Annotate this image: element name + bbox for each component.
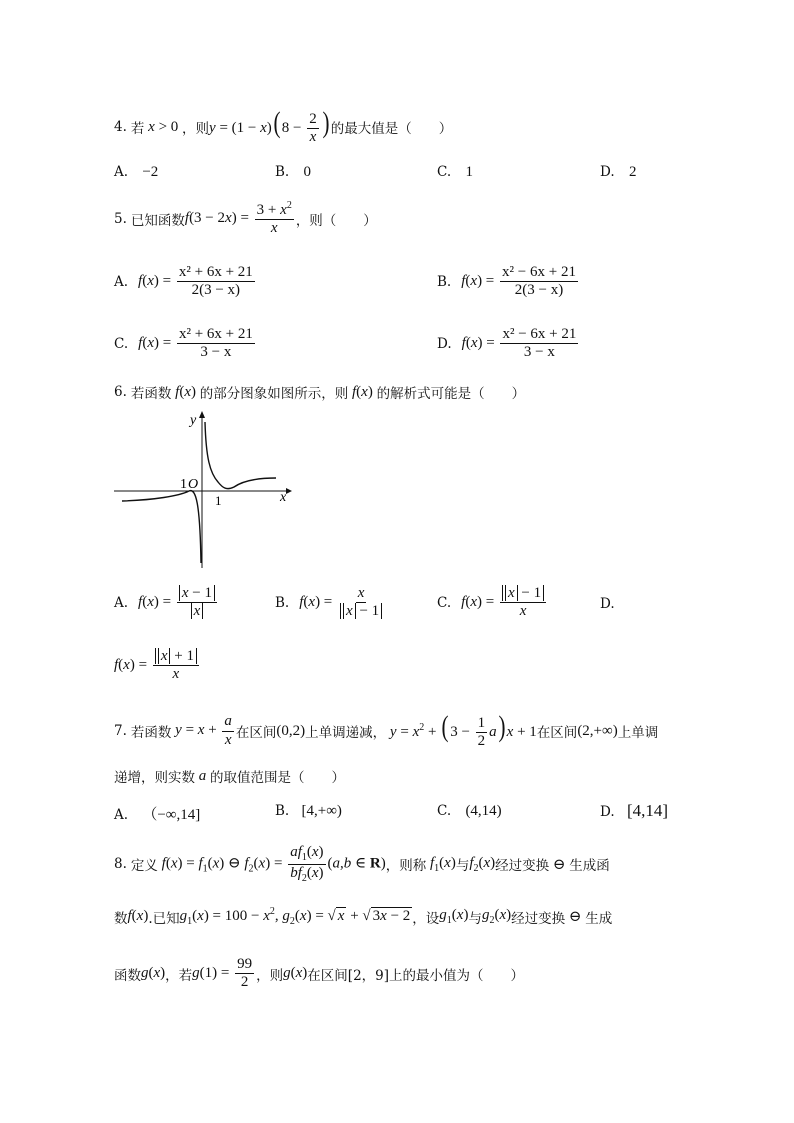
q5-option-a[interactable]: A. f(x) = $\frac{\text{x² + 6x + 21}}{2(3 - x)}$ xyxy=(114,264,253,299)
q7-text: 的取值范围是（ ） xyxy=(210,770,345,786)
q5-option-b[interactable]: B. f(x) = $\frac{\text{x² − 6x + 21}}{2(3 - x)}$ xyxy=(437,264,576,299)
q4-option-c[interactable] xyxy=(437,164,473,181)
q6-stem xyxy=(114,382,525,402)
q8-text: 生成 xyxy=(585,910,613,927)
q8-text: ，则 xyxy=(256,967,284,984)
pos-tick-label: 1 xyxy=(215,493,222,508)
q6-option-a[interactable]: A. f(x) = $\frac{x - 1}{x}$ xyxy=(114,585,219,621)
x-axis-label: x xyxy=(280,490,287,505)
q6-fx-1: f(x) xyxy=(175,383,200,400)
q5-number: 5. xyxy=(114,210,127,227)
q7-text: 上单调 xyxy=(617,725,659,742)
q5-stem xyxy=(114,200,377,238)
y-axis-arrow xyxy=(199,411,205,418)
option-label: D. xyxy=(437,335,452,352)
option-value: −2 xyxy=(142,164,159,180)
q8-text: ，若 xyxy=(165,967,193,984)
fraction-denominator: 3 − x xyxy=(523,344,555,361)
fraction-numerator: x² + 6x + 21 xyxy=(177,264,255,282)
q7-option-b[interactable] xyxy=(275,803,342,820)
x-axis-arrow xyxy=(286,488,292,494)
neg-tick-label: 1 xyxy=(180,477,187,492)
option-label: B. xyxy=(275,594,290,611)
option-label: B. xyxy=(275,803,290,819)
option-label: D. xyxy=(600,596,615,612)
q5-text-suffix: ，则（ ） xyxy=(295,212,377,229)
q8-text: 生成函 xyxy=(569,858,610,874)
option-value: [4,+∞) xyxy=(301,803,342,819)
q6-function-graph xyxy=(114,408,294,568)
q8-stem-line1: 8. 定义 $f(x) = f_1(x)$ ⊖ $f_2(x)$ = $\frac{af_1(x)}{bf_2(x)}$ (a,b ∈ R) ，则称 $f_1(x)$ 与 $f_2(x)$ 经过变换 ⊖ 生成函 xyxy=(114,844,610,884)
left-curve-branch xyxy=(122,491,201,563)
q7-interval-2: (2,+∞) xyxy=(577,722,618,739)
q7-text: 在区间 xyxy=(536,725,578,742)
option-label: A. xyxy=(114,164,129,180)
q7-text: 上单调递减， xyxy=(305,725,387,742)
q4-option-b[interactable] xyxy=(275,164,311,181)
q6-option-b[interactable]: B. f(x) = $\frac{x}{x - 1}$ xyxy=(275,585,386,621)
q6-option-c[interactable]: C. f(x) = $\frac{x - 1}{x}$ xyxy=(437,585,548,621)
q7-text: 递增，则实数 xyxy=(114,770,195,786)
q7-number: 7. xyxy=(114,723,127,740)
q8-definition: $f(x) = f_1(x)$ ⊖ $f_2(x)$ = $\frac{af_1(x)}{bf_2(x)}$ (a,b ∈ R) xyxy=(161,844,386,884)
option-label: C. xyxy=(437,803,452,819)
q8-text: 数 xyxy=(114,910,128,927)
q7-stem-line1 xyxy=(114,712,658,750)
option-value: 2 xyxy=(628,164,637,180)
q4-text-suffix: 的最大值是（ ） xyxy=(330,121,453,138)
q6-text-prefix: 若函数 xyxy=(130,386,172,402)
q7-option-c[interactable] xyxy=(437,803,502,820)
q6-text-suffix: 的解析式可能是（ ） xyxy=(376,386,526,402)
q8-text: 与 xyxy=(468,910,482,927)
q4-option-a[interactable] xyxy=(114,164,158,181)
q5-option-d[interactable]: D. f(x) = $\frac{\text{x² − 6x + 21}}{3 - x}$ xyxy=(437,326,577,361)
q7-function-2: $y = x^2$ + ( 3 − $\frac{1}{2}$ a) x + 1 xyxy=(389,710,537,750)
q8-text: 与 xyxy=(455,858,470,874)
y-axis-label: y xyxy=(190,413,197,428)
option-label: C. xyxy=(437,164,452,180)
q5-text-prefix: 已知函数 xyxy=(130,212,185,229)
q8-text: 定义 xyxy=(130,858,158,874)
q7-function-1: y = x + $\frac{a}{x}$ xyxy=(175,713,232,748)
q8-number: 8. xyxy=(114,856,127,872)
option-label: D. xyxy=(600,164,615,180)
q8-text: 经过变换 xyxy=(511,910,566,927)
q7-text: 在区间 xyxy=(235,725,277,742)
option-label: A. xyxy=(114,594,129,611)
q4-expression: y = (1 − x)( 8 − $\frac{2}{x}$ ) xyxy=(209,106,330,146)
fraction-denominator: 2(3 − x) xyxy=(191,282,241,299)
q4-condition: x > 0 xyxy=(148,118,183,135)
q5-expression: f(3 − 2x) = $\frac{3 + x^2}{x}$ xyxy=(184,200,292,237)
q4-option-d[interactable] xyxy=(600,164,636,181)
option-value: (4,14) xyxy=(465,803,502,819)
q8-text: ，则称 xyxy=(385,858,427,874)
option-value: （−∞,14] xyxy=(142,807,201,823)
q8-text: 函数 xyxy=(114,967,141,984)
q6-text-mid: 的部分图象如图所示，则 xyxy=(199,386,349,402)
fraction-denominator: 2(3 − x) xyxy=(514,282,564,299)
option-label: C. xyxy=(437,594,452,611)
q7-text-prefix: 若函数 xyxy=(130,725,172,742)
q5-option-c[interactable]: C. f(x) = $\frac{\text{x² + 6x + 21}}{3 - x}$ xyxy=(114,326,253,361)
q4-stem xyxy=(114,108,452,146)
option-label: B. xyxy=(437,273,452,290)
q6-fx-2: f(x) xyxy=(351,383,377,400)
option-value: 1 xyxy=(465,164,473,180)
q7-stem-line2: 递增，则实数 a 的取值范围是（ ） xyxy=(114,767,345,786)
option-label: C. xyxy=(114,335,129,352)
option-label: A. xyxy=(114,807,129,823)
q8-stem-line3: 函数 g(x) ，若 g(1) = $\frac{99}{2}$ ，则 g(x) 在区间[2，9]上的最小值为（ ） xyxy=(114,956,525,991)
fraction-numerator: x² − 6x + 21 xyxy=(500,326,578,344)
q8-text: .已知 xyxy=(148,910,180,927)
option-label: B. xyxy=(275,164,290,180)
q8-text: 经过变换 xyxy=(495,858,550,874)
q6-option-d-label[interactable] xyxy=(600,596,615,612)
q7-interval-1: (0,2) xyxy=(276,722,306,739)
q8-text: ，设 xyxy=(412,910,440,927)
q7-option-a[interactable] xyxy=(114,803,200,824)
q4-text-then: ，则 xyxy=(182,121,210,138)
fraction-numerator: x² − 6x + 21 xyxy=(500,264,578,282)
q6-number: 6. xyxy=(114,384,127,400)
q8-stem-line2: 数 f(x) .已知 $g_1(x) = 100 - x^2$, $g_2(x)$ = √ x + √ 3x − 2 ，设 $g_1(x)$ 与 $g_2(x)$ 经过变换 ⊖ 生成 xyxy=(114,906,613,927)
q6-option-d[interactable]: f(x) = $\frac{x + 1}{x}$ xyxy=(114,648,201,684)
option-label: D. xyxy=(600,804,615,820)
q8-text: 在区间[2，9]上的最小值为（ ） xyxy=(307,967,525,984)
q7-option-d[interactable] xyxy=(600,801,668,821)
fraction-denominator: 3 − x xyxy=(200,344,232,361)
option-value: [4,14] xyxy=(626,801,669,820)
q4-text-if: 若 xyxy=(130,121,145,138)
option-value: 0 xyxy=(303,164,312,180)
fraction-numerator: x² + 6x + 21 xyxy=(177,326,255,344)
q4-number: 4. xyxy=(114,119,127,136)
option-label: A. xyxy=(114,273,129,290)
right-curve-branch xyxy=(205,422,276,489)
origin-label: O xyxy=(188,477,199,492)
